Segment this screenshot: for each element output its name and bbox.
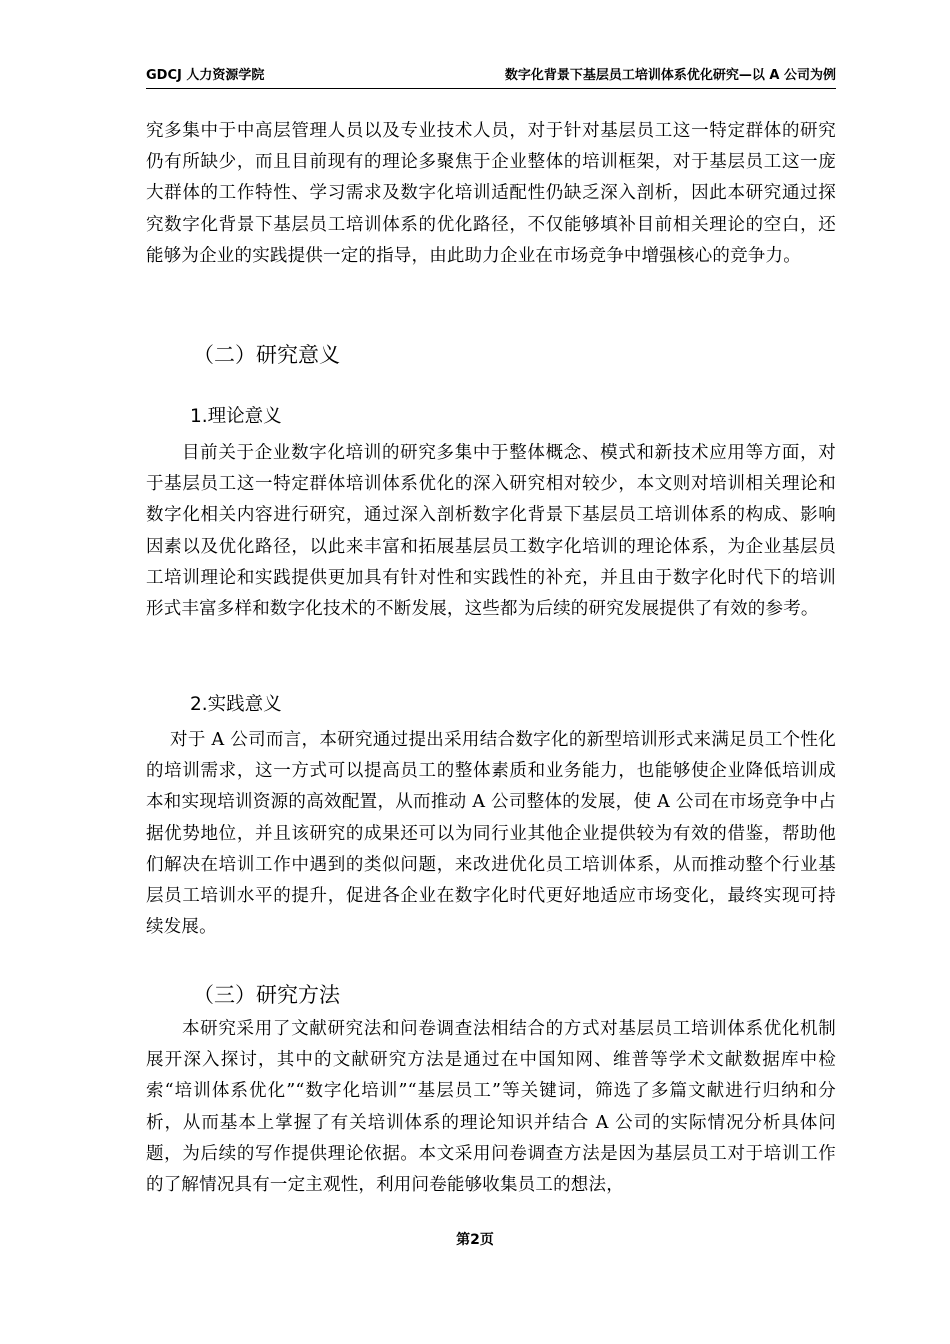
page-header [146, 66, 836, 86]
section-heading-research-significance: （二）研究意义 [193, 343, 340, 367]
paragraph-research-methods: 本研究采用了文献研究法和问卷调查法相结合的方式对基层员工培训体系优化机制展开深入探讨，其中的文献研究方法是通过在中国知网、维普等学术文献数据库中检索“培训体系优化”“数字化培训”“基层员工”等关键词，筛选了多篇文献进行归纳和分析，从而基本上掌握了有关培训体系的理论知识并结合 A 公司的实际情况分析具体问题，为后续的写作提供理论依据。本文采用问卷调查方法是因为基层员工对于培训工作的了解情况具有一定主观性，利用问卷能够收集员工的想法， [146, 1019, 836, 1196]
header-paper-title: 数字化背景下基层员工培训体系优化研究—以 A 公司为例 [504, 68, 836, 83]
subsection-heading-practical: 2.实践意义 [190, 694, 282, 715]
section-heading-research-methods: （三）研究方法 [193, 983, 340, 1007]
paragraph-practical-significance: 对于 A 公司而言，本研究通过提出采用结合数字化的新型培训形式来满足员工个性化的培训需求，这一方式可以提高员工的整体素质和业务能力，也能够使企业降低培训成本和实现培训资源的高效配置，从而推动 A 公司整体的发展，使 A 公司在市场竞争中占据优势地位，并且该研究的成果还可以为同行业其他企业提供较为有效的借鉴，帮助他们解决在培训工作中遇到的类似问题，来改进优化员工培训体系，从而推动整个行业基层员工培训水平的提升，促进各企业在数字化时代更好地适应市场变化，最终实现可持续发展。 [146, 730, 836, 938]
header-institution: GDCJ 人力资源学院 [146, 68, 265, 83]
page-number: 第2页 [456, 1232, 494, 1248]
subsection-heading-theoretical: 1.理论意义 [190, 406, 282, 427]
paragraph-theoretical-significance: 目前关于企业数字化培训的研究多集中于整体概念、模式和新技术应用等方面，对于基层员工这一特定群体培训体系优化的深入研究相对较少，本文则对培训相关理论和数字化相关内容进行研究，通过深入剖析数字化背景下基层员工培训体系的构成、影响因素以及优化路径，以此来丰富和拓展基层员工数字化培训的理论体系，为企业基层员工培训理论和实践提供更加具有针对性和实践性的补充，并且由于数字化时代下的培训形式丰富多样和数字化技术的不断发展，这些都为后续的研究发展提供了有效的参考。 [146, 443, 836, 620]
header-rule [146, 88, 836, 89]
paragraph-continued: 究多集中于中高层管理人员以及专业技术人员，对于针对基层员工这一特定群体的研究仍有所缺少，而且目前现有的理论多聚焦于企业整体的培训框架，对于基层员工这一庞大群体的工作特性、学习需求及数字化培训适配性仍缺乏深入剖析，因此本研究通过探究数字化背景下基层员工培训体系的优化路径，不仅能够填补目前相关理论的空白，还能够为企业的实践提供一定的指导，由此助力企业在市场竞争中增强核心的竞争力。 [146, 121, 836, 266]
